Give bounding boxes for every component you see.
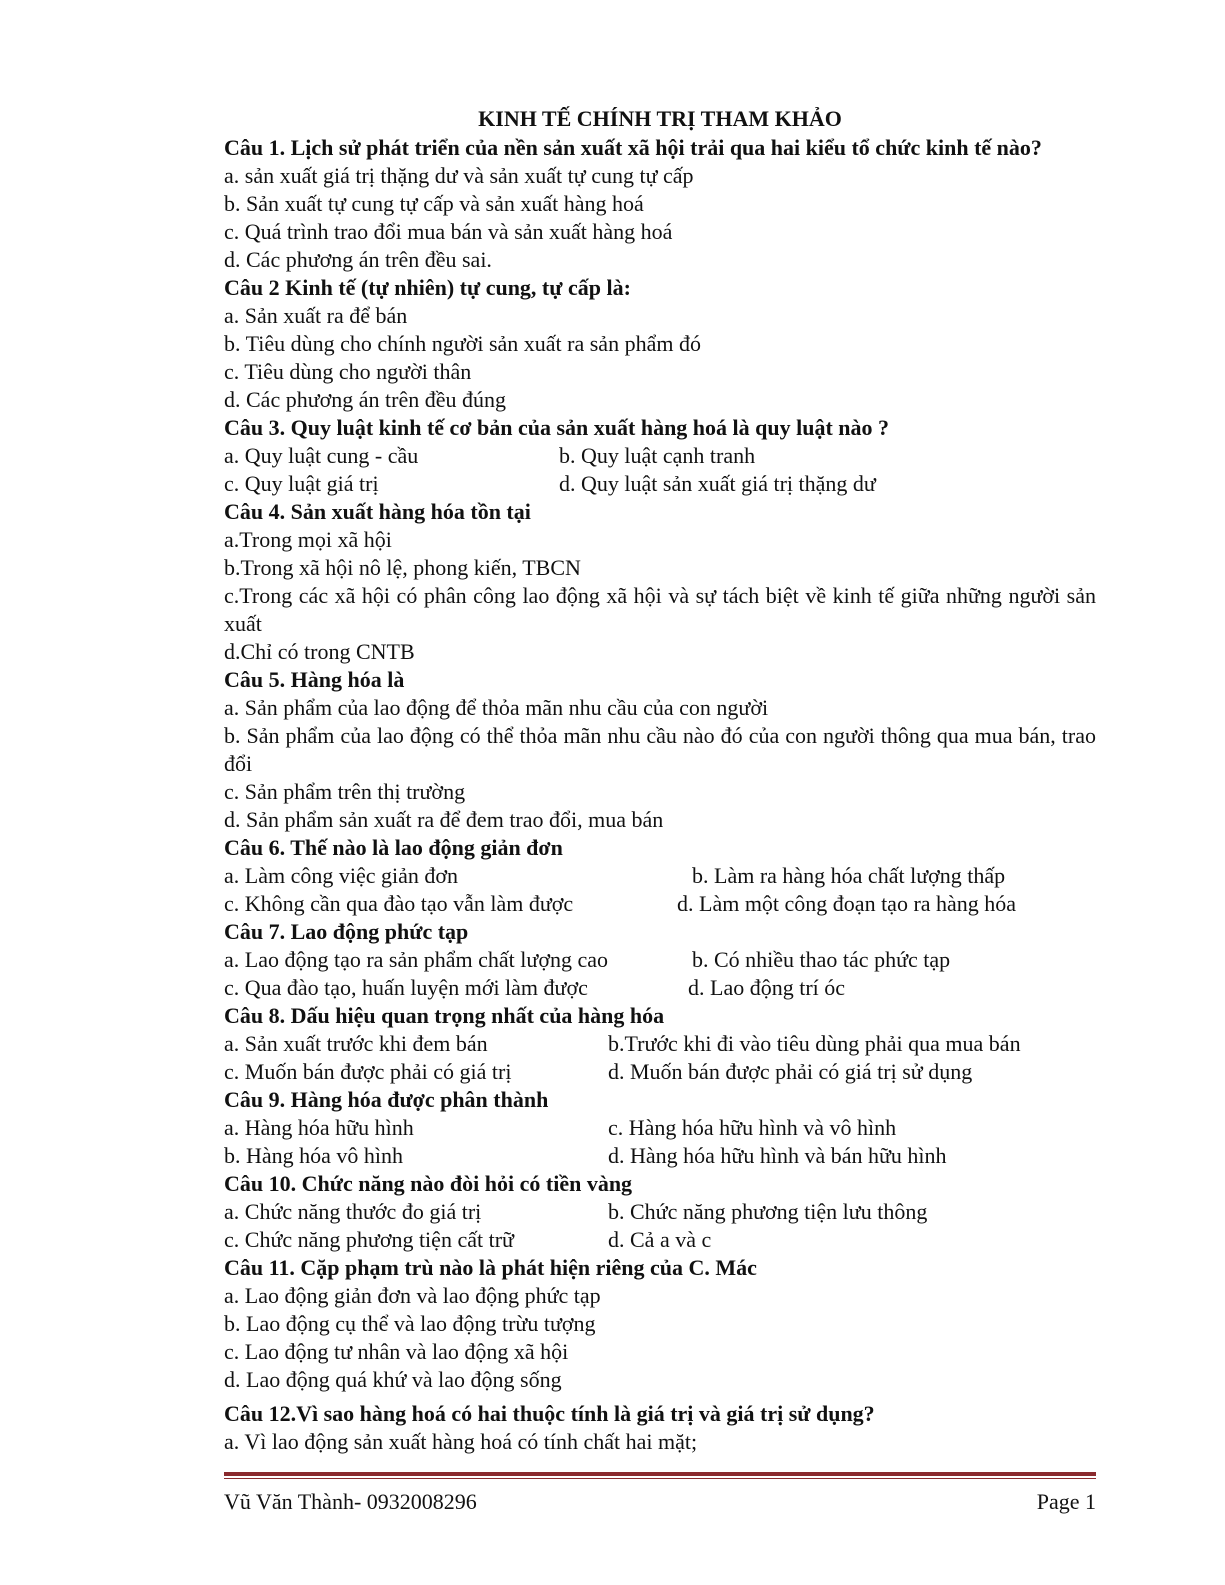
page-footer	[224, 1472, 1096, 1516]
question-6-option-b: b. Làm ra hàng hóa chất lượng thấp	[692, 863, 1006, 888]
question-3-text: Câu 3. Quy luật kinh tế cơ bản của sản xuất hàng hoá là quy luật nào ?	[224, 415, 890, 440]
question-8-text: Câu 8. Dấu hiệu quan trọng nhất của hàng hóa	[224, 1003, 665, 1028]
footer-rule-thin	[224, 1478, 1096, 1479]
footer-rule-thick	[224, 1472, 1096, 1476]
question-8-option-d: d. Muốn bán được phải có giá trị sử dụng	[608, 1059, 973, 1084]
question-11-option-b: b. Lao động cụ thể và lao động trừu tượng	[224, 1311, 596, 1336]
question-11-text: Câu 11. Cặp phạm trù nào là phát hiện riêng của C. Mác	[224, 1255, 757, 1280]
question-1-option-b: b. Sản xuất tự cung tự cấp và sản xuất hàng hoá	[224, 191, 644, 216]
question-12-option-a: a. Vì lao động sản xuất hàng hoá có tính chất hai mặt;	[224, 1429, 698, 1454]
question-5-option-d: d. Sản phẩm sản xuất ra để đem trao đổi, mua bán	[224, 807, 664, 832]
question-9-option-b: b. Hàng hóa vô hình	[224, 1143, 404, 1168]
question-1-option-d: d. Các phương án trên đều sai.	[224, 247, 492, 272]
question-3-option-d: d. Quy luật sản xuất giá trị thặng dư	[559, 471, 876, 496]
question-6	[224, 834, 1096, 918]
document-title: KINH TẾ CHÍNH TRỊ THAM KHẢO	[478, 106, 842, 131]
question-4-option-a: a.Trong mọi xã hội	[224, 527, 392, 552]
question-1-option-a: a. sản xuất giá trị thặng dư và sản xuất tự cung tự cấp	[224, 163, 694, 188]
question-7	[224, 918, 1096, 1002]
footer-page-number: Page 1	[1036, 1489, 1096, 1514]
question-6-option-c: c. Không cần qua đào tạo vẫn làm được	[224, 891, 574, 916]
question-11	[224, 1254, 1096, 1394]
question-1-option-c: c. Quá trình trao đổi mua bán và sản xuất hàng hoá	[224, 219, 673, 244]
question-7-option-d: d. Lao động trí óc	[688, 975, 846, 1000]
question-7-option-c: c. Qua đào tạo, huấn luyện mới làm được	[224, 975, 588, 1000]
question-9-option-c: c. Hàng hóa hữu hình và vô hình	[608, 1115, 897, 1140]
question-2-option-a: a. Sản xuất ra để bán	[224, 303, 408, 328]
question-8-option-c: c. Muốn bán được phải có giá trị	[224, 1059, 512, 1084]
question-12	[224, 1400, 1096, 1456]
question-4	[224, 498, 1096, 666]
question-10	[224, 1170, 1096, 1254]
question-6-option-d: d. Làm một công đoạn tạo ra hàng hóa	[677, 891, 1017, 916]
question-7-option-a: a. Lao động tạo ra sản phẩm chất lượng cao	[224, 947, 608, 972]
question-4-option-b: b.Trong xã hội nô lệ, phong kiến, TBCN	[224, 555, 581, 580]
question-3-option-c: c. Quy luật giá trị	[224, 471, 379, 496]
question-10-text: Câu 10. Chức năng nào đòi hỏi có tiền vàng	[224, 1171, 633, 1196]
question-2-option-c: c. Tiêu dùng cho người thân	[224, 359, 472, 384]
question-10-option-a: a. Chức năng thước đo giá trị	[224, 1199, 482, 1224]
question-5-option-c: c. Sản phẩm trên thị trường	[224, 779, 466, 804]
question-2-text: Câu 2 Kinh tế (tự nhiên) tự cung, tự cấp là:	[224, 275, 631, 300]
question-8-option-b: b.Trước khi đi vào tiêu dùng phải qua mua bán	[608, 1031, 1021, 1056]
question-4-text: Câu 4. Sản xuất hàng hóa tồn tại	[224, 499, 531, 524]
question-9-text: Câu 9. Hàng hóa được phân thành	[224, 1087, 549, 1112]
question-7-option-b: b. Có nhiều thao tác phức tạp	[692, 947, 951, 972]
question-2-option-b: b. Tiêu dùng cho chính người sản xuất ra sản phẩm đó	[224, 331, 701, 356]
question-3-option-b: b. Quy luật cạnh tranh	[559, 443, 756, 468]
question-1	[224, 134, 1096, 274]
question-5	[224, 666, 1096, 834]
question-9-option-a: a. Hàng hóa hữu hình	[224, 1115, 414, 1140]
question-9-option-d: d. Hàng hóa hữu hình và bán hữu hình	[608, 1143, 947, 1168]
question-4-option-d: d.Chỉ có trong CNTB	[224, 639, 415, 664]
question-10-option-d: d. Cả a và c	[608, 1227, 712, 1252]
question-5-option-b: b. Sản phẩm của lao động có thể thỏa mãn nhu cầu nào đó của con người thông qua mua bán, trao đổi	[224, 723, 1096, 776]
question-4-option-c: c.Trong các xã hội có phân công lao động xã hội và sự tách biệt về kinh tế giữa những người sản xuất	[224, 583, 1096, 636]
question-5-option-a: a. Sản phẩm của lao động để thỏa mãn nhu cầu của con người	[224, 695, 769, 720]
question-3	[224, 414, 1096, 498]
question-9	[224, 1086, 1096, 1170]
document-body	[224, 104, 1096, 1456]
question-10-option-c: c. Chức năng phương tiện cất trữ	[224, 1227, 514, 1252]
question-3-option-a: a. Quy luật cung - cầu	[224, 443, 419, 468]
question-11-option-c: c. Lao động tư nhân và lao động xã hội	[224, 1339, 569, 1364]
question-6-option-a: a. Làm công việc giản đơn	[224, 863, 458, 888]
question-1-text: Câu 1. Lịch sử phát triển của nền sản xuất xã hội trải qua hai kiểu tổ chức kinh tế nào?	[224, 135, 1042, 160]
question-2	[224, 274, 1096, 414]
question-6-text: Câu 6. Thế nào là lao động giản đơn	[224, 835, 563, 860]
question-7-text: Câu 7. Lao động phức tạp	[224, 919, 469, 944]
question-12-text: Câu 12.Vì sao hàng hoá có hai thuộc tính là giá trị và giá trị sử dụng?	[224, 1401, 875, 1426]
question-10-option-b: b. Chức năng phương tiện lưu thông	[608, 1199, 928, 1224]
question-11-option-d: d. Lao động quá khứ và lao động sống	[224, 1367, 562, 1392]
question-11-option-a: a. Lao động giản đơn và lao động phức tạp	[224, 1283, 601, 1308]
question-8	[224, 1002, 1096, 1086]
question-8-option-a: a. Sản xuất trước khi đem bán	[224, 1031, 488, 1056]
question-2-option-d: d. Các phương án trên đều đúng	[224, 387, 506, 412]
footer-author: Vũ Văn Thành- 0932008296	[224, 1489, 477, 1514]
question-5-text: Câu 5. Hàng hóa là	[224, 667, 405, 692]
